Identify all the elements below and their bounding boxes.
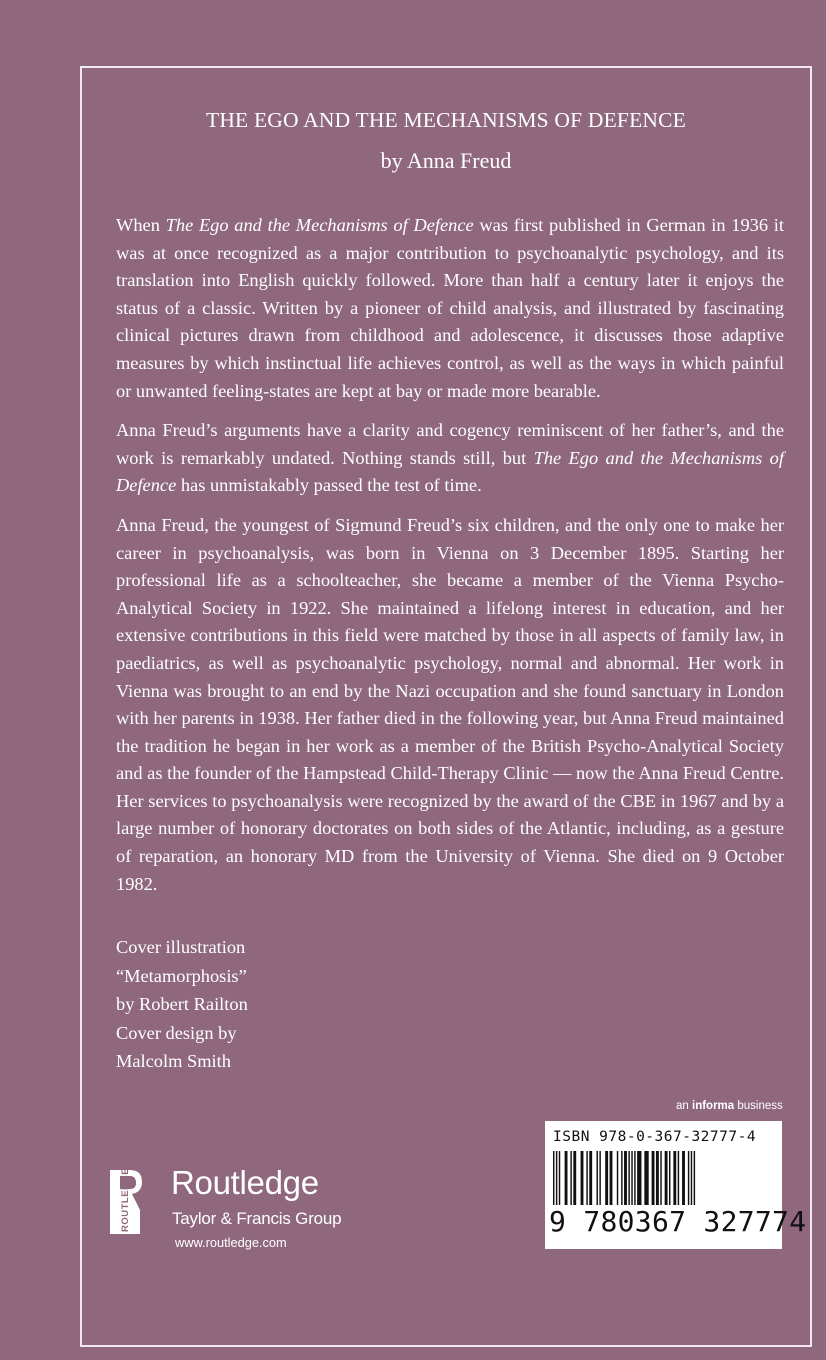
barcode-bar bbox=[570, 1151, 571, 1205]
routledge-logo-icon bbox=[104, 1166, 148, 1238]
blurb bbox=[116, 212, 784, 910]
barcode-bar bbox=[553, 1151, 554, 1205]
credit-line: Cover illustration bbox=[116, 937, 246, 957]
author-biography: Anna Freud, the youngest of Sigmund Freud’s six children, and the only one to make her career in psychoanalysis, was born in Vienna on 3 December 1895. Starting her professional life as a schoolteacher, she became a member of the Vienna Psycho-Analytical Society in 1922. She maintained a lifelong interest in education, and her extensive contributions in this field were matched by those in all aspects of family law, in paediatrics, as well as psychoanalytic psychology, normal and abnormal. Her work in Vienna was brought to an end by the Nazi occupation and she found sanctuary in London with her parents in 1938. Her father died in the following year, but Anna Freud maintained the tradition he began in her work as a member of the British Psycho-Analytical Society and as the founder of the Hampstead Child-Therapy Clinic — now the Anna Freud Centre. Her services to psychoanalysis were recognized by the award of the CBE in 1967 and by a large number of honorary doctorates on both sides of the Atlantic, including, as a gesture of reparation, an honorary MD from the University of Vienna. She died on 9 October 1982. bbox=[116, 514, 784, 894]
credit-line: “Metamorphosis” bbox=[116, 965, 247, 986]
publisher-group: Taylor & Francis Group bbox=[172, 1209, 342, 1228]
barcode-bar bbox=[673, 1151, 676, 1205]
barcode-bar bbox=[634, 1151, 635, 1205]
barcode-bar bbox=[589, 1151, 592, 1205]
barcode-bar bbox=[660, 1151, 661, 1205]
publisher-name: Routledge bbox=[171, 1164, 319, 1201]
barcode-bar bbox=[678, 1151, 679, 1205]
cover-credits bbox=[116, 933, 248, 1076]
barcode-bar bbox=[559, 1151, 560, 1205]
book-title-italic: The Ego and the Mechanisms of Defence bbox=[116, 447, 784, 496]
barcode-bar bbox=[597, 1151, 598, 1205]
logo-vertical-text: ROUTLEDGE bbox=[120, 1167, 131, 1232]
barcode-bar bbox=[565, 1151, 568, 1205]
book-title-italic: The Ego and the Mechanisms of Defence bbox=[165, 215, 474, 235]
blurb-paragraph-2: Anna Freud’s arguments have a clarity and cogency reminiscent of her father’s, and the work is remarkably undated. Nothing stands still, but The Ego and the Mechanisms of Defence has unmistakably passed the test of time. bbox=[116, 420, 784, 496]
barcode-bar bbox=[644, 1151, 648, 1205]
barcode-bar bbox=[656, 1151, 659, 1205]
barcode-bar bbox=[637, 1151, 641, 1205]
barcode-bar bbox=[631, 1151, 632, 1205]
barcode-bar bbox=[573, 1151, 576, 1205]
informa-tagline: an informa business bbox=[676, 1100, 783, 1112]
barcode-bar bbox=[694, 1151, 695, 1205]
book-title: THE EGO AND THE MECHANISMS OF DEFENCE bbox=[205, 108, 687, 132]
barcode-bars bbox=[549, 1151, 779, 1207]
blurb-paragraph-1: When The Ego and the Mechanisms of Defence was first published in German in 1936 it was at once recognized as a major contribution to psychoanalytic psychology, and its translation into English quickly followed. More than half a century later it enjoys the status of a classic. Written by a pioneer of child analysis, and illustrated by fascinating clinical pictures drawn from childhood and adolescence, it discusses those adaptive measures by which instinctual life achieves control, as well as the ways in which painful or unwanted feeling-states are kept at bay or made more bearable. bbox=[116, 215, 784, 401]
informa-brand: informa bbox=[692, 1100, 735, 1112]
barcode-bar bbox=[665, 1151, 668, 1205]
barcode-bar bbox=[688, 1151, 689, 1205]
barcode-bar bbox=[599, 1151, 600, 1205]
barcode-bar bbox=[628, 1151, 629, 1205]
barcode-bar bbox=[617, 1151, 618, 1205]
credit-line: Cover design by bbox=[116, 1022, 237, 1043]
isbn-label: ISBN 978-0-367-32777-4 bbox=[553, 1129, 757, 1145]
barcode-bar bbox=[556, 1151, 557, 1205]
barcode-bar bbox=[691, 1151, 692, 1205]
barcode-bar bbox=[624, 1151, 627, 1205]
barcode-bar bbox=[581, 1151, 584, 1205]
barcode-bar bbox=[621, 1151, 622, 1205]
isbn-barcode bbox=[545, 1121, 807, 1249]
barcode-number: 9 780367 327774 bbox=[549, 1205, 807, 1238]
barcode-bar bbox=[605, 1151, 608, 1205]
barcode-bar bbox=[586, 1151, 587, 1205]
barcode-bar bbox=[682, 1151, 685, 1205]
publisher-url: www.routledge.com bbox=[175, 1235, 287, 1250]
credit-line: by Robert Railton bbox=[116, 994, 248, 1014]
book-author: by Anna Freud bbox=[380, 148, 512, 173]
barcode-bar bbox=[669, 1151, 670, 1205]
barcode-bar bbox=[652, 1151, 655, 1205]
credit-line: Malcolm Smith bbox=[116, 1051, 231, 1071]
barcode-bar bbox=[610, 1151, 613, 1205]
